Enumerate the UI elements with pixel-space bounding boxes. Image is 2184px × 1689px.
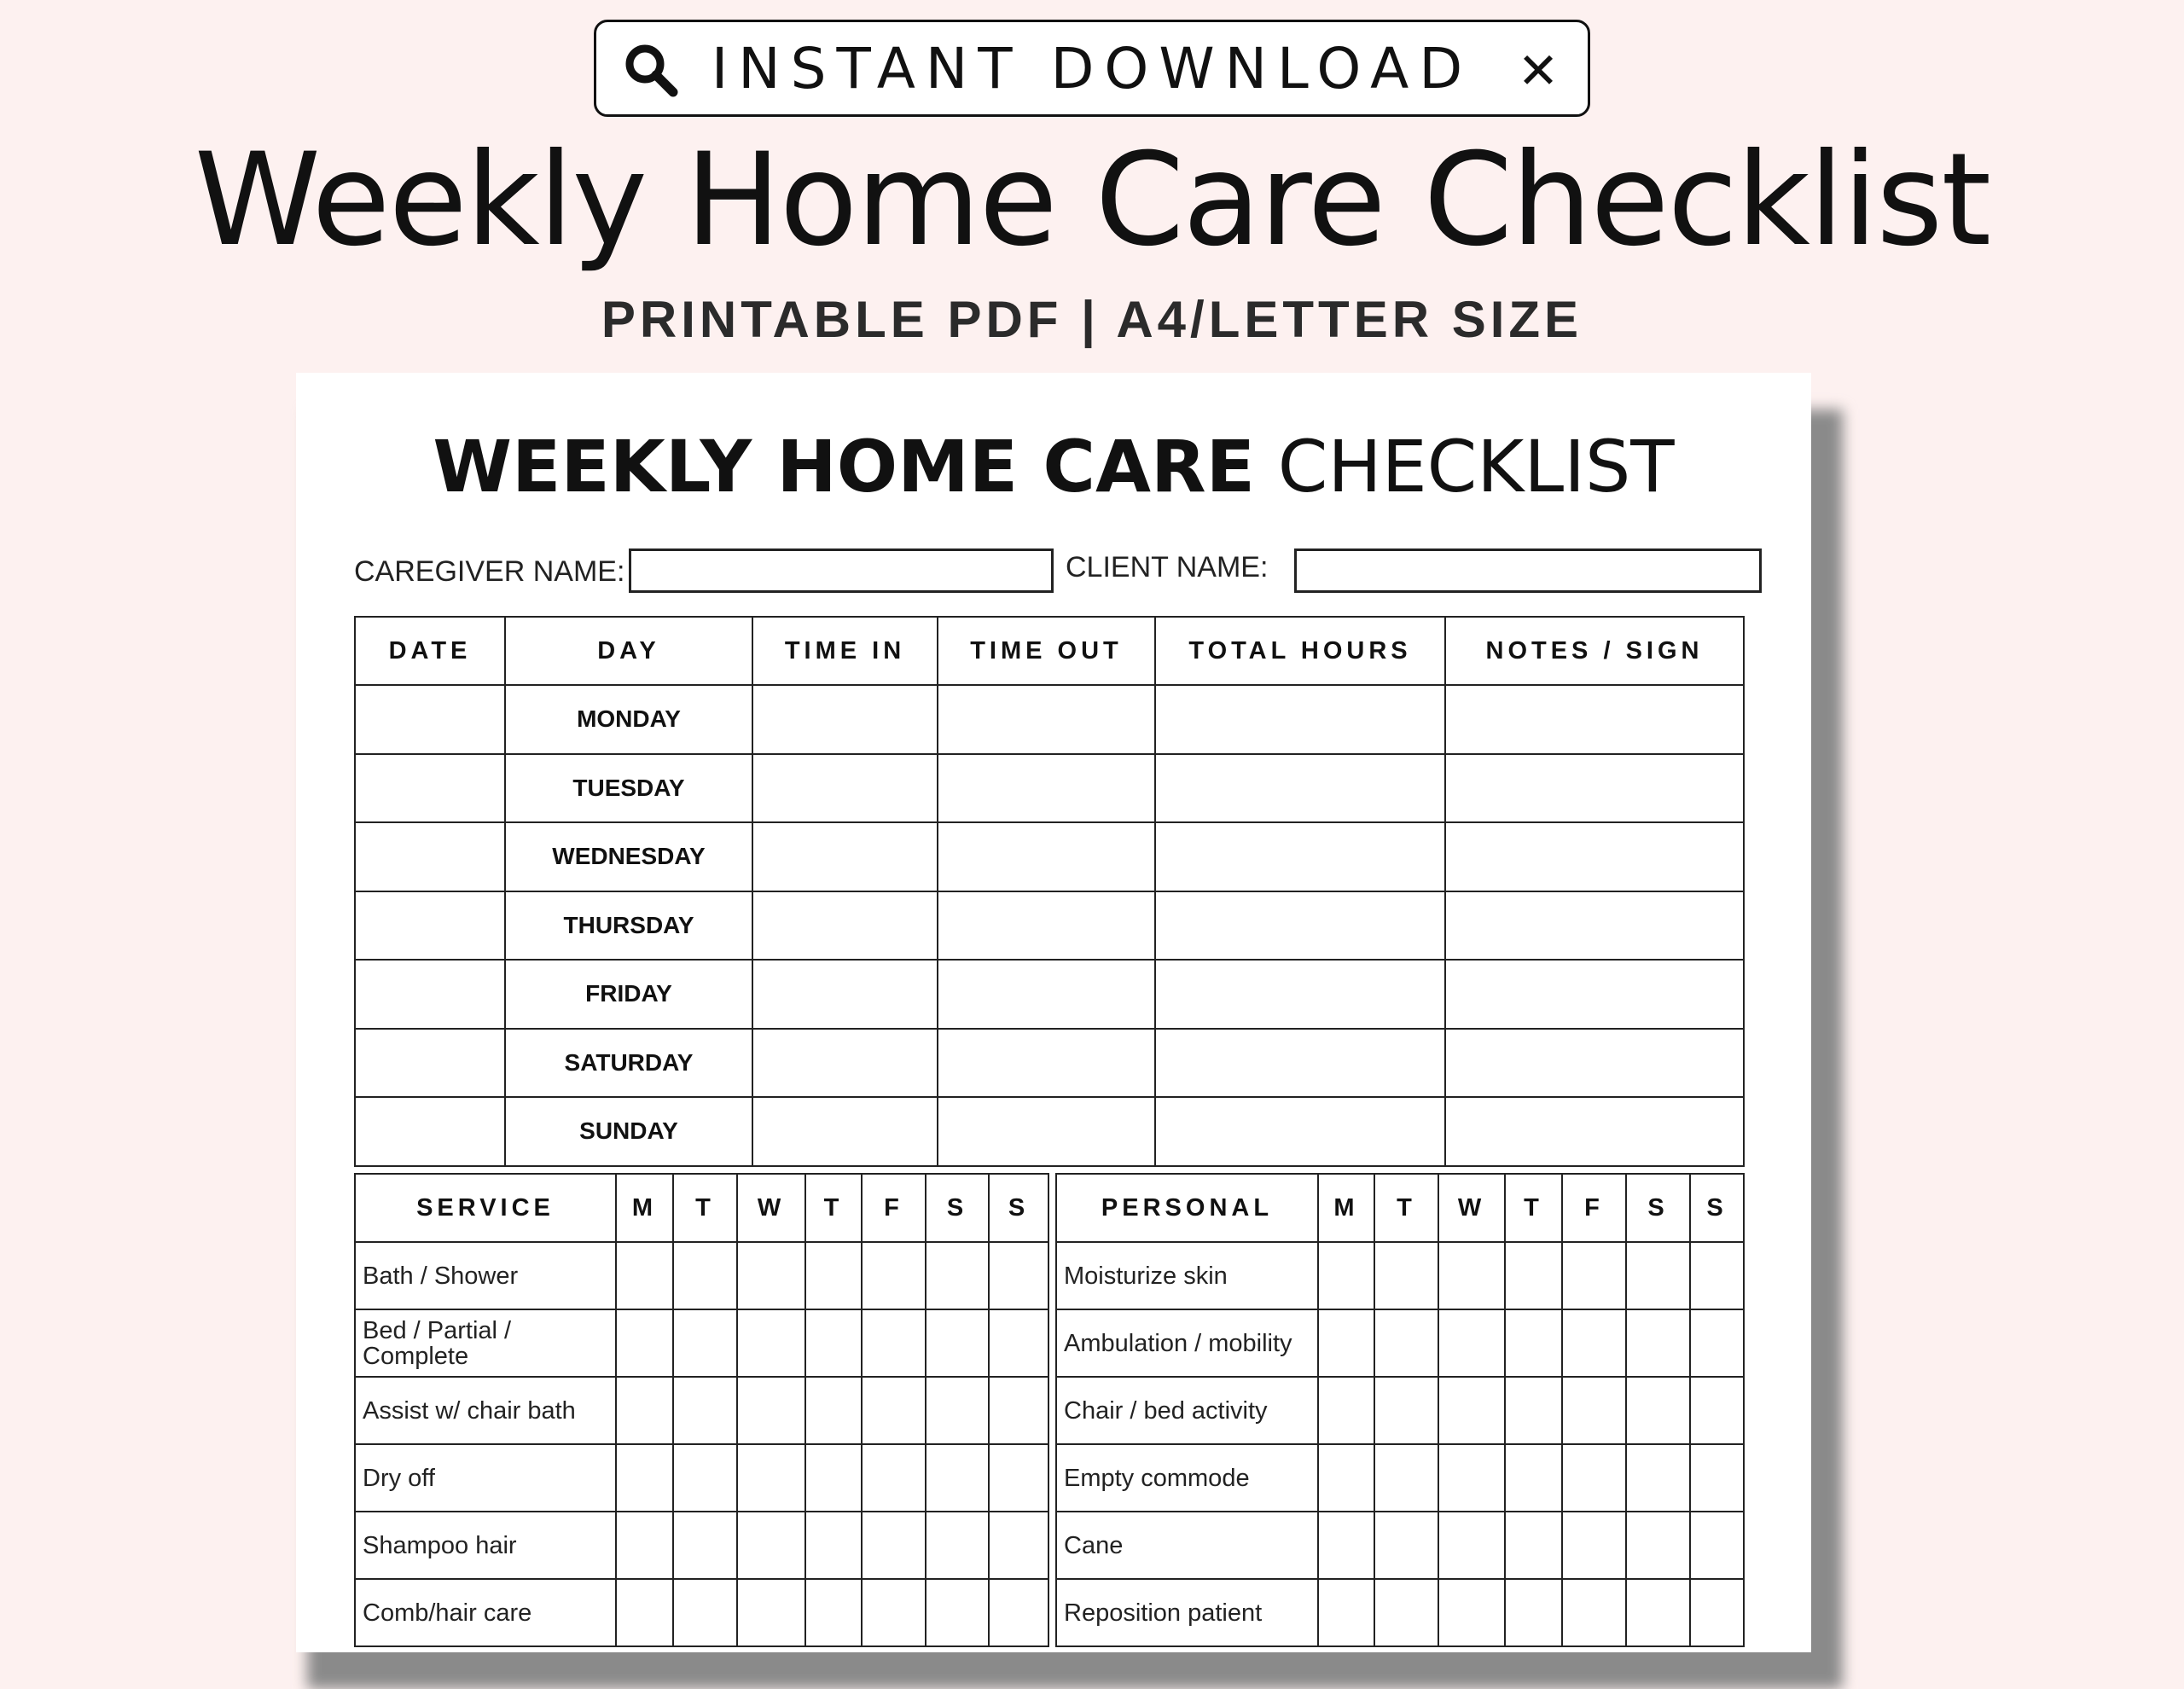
date-cell: [355, 960, 505, 1029]
service-table: [354, 1173, 1049, 1647]
personal-task-row: [1056, 1579, 1744, 1646]
total-hours-cell: [1155, 754, 1445, 823]
personal-day-f: F: [1562, 1174, 1626, 1242]
date-cell: [355, 754, 505, 823]
personal-task-label: Moisturize skin: [1056, 1242, 1318, 1309]
time-log-table: [354, 616, 1745, 1167]
service-task-row: [355, 1377, 1048, 1444]
service-check-cell: [862, 1579, 926, 1646]
service-check-cell: [926, 1579, 989, 1646]
personal-day-sa: S: [1626, 1174, 1690, 1242]
service-check-cell: [673, 1377, 737, 1444]
personal-check-cell: [1562, 1512, 1626, 1579]
service-check-cell: [616, 1377, 673, 1444]
personal-task-row: [1056, 1309, 1744, 1377]
service-check-cell: [737, 1444, 805, 1512]
personal-check-cell: [1374, 1512, 1438, 1579]
personal-check-cell: [1438, 1579, 1505, 1646]
service-check-cell: [926, 1377, 989, 1444]
header-notes-sign: NOTES / SIGN: [1445, 617, 1744, 685]
notes-sign-cell: [1445, 1097, 1744, 1166]
search-text: INSTANT DOWNLOAD: [711, 35, 1473, 102]
time-out-cell: [938, 685, 1155, 754]
service-check-cell: [926, 1309, 989, 1377]
day-cell: MONDAY: [505, 685, 752, 754]
personal-task-row: [1056, 1242, 1744, 1309]
time-out-cell: [938, 1097, 1155, 1166]
personal-check-cell: [1626, 1579, 1690, 1646]
personal-table: [1055, 1173, 1745, 1647]
service-day-w: W: [737, 1174, 805, 1242]
personal-check-cell: [1318, 1512, 1374, 1579]
notes-sign-cell: [1445, 685, 1744, 754]
time-in-cell: [752, 1029, 938, 1098]
day-cell: TUESDAY: [505, 754, 752, 823]
notes-sign-cell: [1445, 822, 1744, 891]
notes-sign-cell: [1445, 754, 1744, 823]
service-check-cell: [862, 1377, 926, 1444]
date-cell: [355, 1029, 505, 1098]
personal-check-cell: [1690, 1309, 1744, 1377]
service-check-cell: [673, 1512, 737, 1579]
client-name-field: [1294, 548, 1762, 593]
service-task-row: [355, 1242, 1048, 1309]
personal-header-row: [1056, 1174, 1744, 1242]
personal-check-cell: [1562, 1579, 1626, 1646]
day-cell: WEDNESDAY: [505, 822, 752, 891]
personal-check-cell: [1690, 1377, 1744, 1444]
service-check-cell: [737, 1579, 805, 1646]
time-log-row: [355, 891, 1744, 961]
personal-check-cell: [1374, 1377, 1438, 1444]
header-day: DAY: [505, 617, 752, 685]
date-cell: [355, 685, 505, 754]
date-cell: [355, 1097, 505, 1166]
personal-check-cell: [1505, 1309, 1562, 1377]
service-day-f: F: [862, 1174, 926, 1242]
service-check-cell: [862, 1444, 926, 1512]
document-title-bold: WEEKLY HOME CARE: [433, 425, 1256, 508]
time-out-cell: [938, 960, 1155, 1029]
time-log-row: [355, 754, 1744, 823]
personal-check-cell: [1505, 1377, 1562, 1444]
personal-check-cell: [1318, 1377, 1374, 1444]
personal-check-cell: [1626, 1512, 1690, 1579]
service-header: SERVICE: [355, 1174, 616, 1242]
service-check-cell: [737, 1242, 805, 1309]
service-check-cell: [926, 1512, 989, 1579]
time-log-row: [355, 960, 1744, 1029]
day-cell: SATURDAY: [505, 1029, 752, 1098]
personal-task-label: Chair / bed activity: [1056, 1377, 1318, 1444]
time-out-cell: [938, 822, 1155, 891]
service-check-cell: [616, 1579, 673, 1646]
checklist-page: [296, 373, 1811, 1652]
service-check-cell: [926, 1242, 989, 1309]
notes-sign-cell: [1445, 1029, 1744, 1098]
time-log-row: [355, 1097, 1744, 1166]
document-title-regular: CHECKLIST: [1277, 425, 1675, 508]
hero-title: Weekly Home Care Checklist: [194, 126, 1990, 275]
total-hours-cell: [1155, 891, 1445, 961]
caregiver-name-field: [629, 548, 1054, 593]
header-date: DATE: [355, 617, 505, 685]
service-task-label: Assist w/ chair bath: [355, 1377, 616, 1444]
personal-check-cell: [1505, 1444, 1562, 1512]
personal-check-cell: [1626, 1377, 1690, 1444]
service-task-row: [355, 1309, 1048, 1377]
personal-check-cell: [1438, 1309, 1505, 1377]
close-icon: ✕: [1517, 42, 1560, 100]
service-check-cell: [673, 1444, 737, 1512]
personal-day-th: T: [1505, 1174, 1562, 1242]
personal-task-row: [1056, 1377, 1744, 1444]
time-in-cell: [752, 822, 938, 891]
service-check-cell: [673, 1579, 737, 1646]
personal-check-cell: [1318, 1309, 1374, 1377]
service-check-cell: [862, 1242, 926, 1309]
service-check-cell: [989, 1377, 1048, 1444]
client-name-label: CLIENT NAME:: [1066, 551, 1269, 583]
personal-task-row: [1056, 1444, 1744, 1512]
time-in-cell: [752, 754, 938, 823]
personal-check-cell: [1438, 1444, 1505, 1512]
personal-check-cell: [1318, 1242, 1374, 1309]
service-task-row: [355, 1512, 1048, 1579]
personal-day-su: S: [1690, 1174, 1744, 1242]
personal-check-cell: [1690, 1242, 1744, 1309]
date-cell: [355, 891, 505, 961]
personal-check-cell: [1318, 1579, 1374, 1646]
service-day-th: T: [805, 1174, 862, 1242]
personal-header: PERSONAL: [1056, 1174, 1318, 1242]
personal-task-label: Reposition patient: [1056, 1579, 1318, 1646]
time-in-cell: [752, 1097, 938, 1166]
total-hours-cell: [1155, 685, 1445, 754]
caregiver-name-label: CAREGIVER NAME:: [354, 555, 625, 588]
time-out-cell: [938, 891, 1155, 961]
personal-check-cell: [1690, 1512, 1744, 1579]
service-check-cell: [616, 1512, 673, 1579]
date-cell: [355, 822, 505, 891]
service-day-m: M: [616, 1174, 673, 1242]
service-task-label: Comb/hair care: [355, 1579, 616, 1646]
service-day-sa: S: [926, 1174, 989, 1242]
personal-check-cell: [1438, 1242, 1505, 1309]
notes-sign-cell: [1445, 960, 1744, 1029]
personal-check-cell: [1374, 1242, 1438, 1309]
day-cell: SUNDAY: [505, 1097, 752, 1166]
service-check-cell: [862, 1512, 926, 1579]
header-time-in: TIME IN: [752, 617, 938, 685]
hero-subtitle: PRINTABLE PDF | A4/LETTER SIZE: [601, 291, 1583, 348]
service-task-label: Bath / Shower: [355, 1242, 616, 1309]
service-check-cell: [737, 1377, 805, 1444]
service-check-cell: [805, 1579, 862, 1646]
service-check-cell: [805, 1242, 862, 1309]
personal-day-w: W: [1438, 1174, 1505, 1242]
service-check-cell: [805, 1512, 862, 1579]
service-check-cell: [673, 1309, 737, 1377]
personal-check-cell: [1505, 1242, 1562, 1309]
personal-task-label: Cane: [1056, 1512, 1318, 1579]
personal-check-cell: [1562, 1309, 1626, 1377]
document-title: [296, 424, 1811, 509]
personal-check-cell: [1505, 1579, 1562, 1646]
time-log-header-row: [355, 617, 1744, 685]
total-hours-cell: [1155, 822, 1445, 891]
service-task-label: Dry off: [355, 1444, 616, 1512]
personal-check-cell: [1690, 1579, 1744, 1646]
service-check-cell: [805, 1377, 862, 1444]
time-in-cell: [752, 960, 938, 1029]
personal-day-m: M: [1318, 1174, 1374, 1242]
personal-check-cell: [1374, 1444, 1438, 1512]
service-task-label: Bed / Partial / Complete: [355, 1309, 616, 1377]
time-in-cell: [752, 891, 938, 961]
header-total-hours: TOTAL HOURS: [1155, 617, 1445, 685]
day-cell: FRIDAY: [505, 960, 752, 1029]
day-cell: THURSDAY: [505, 891, 752, 961]
personal-day-t: T: [1374, 1174, 1438, 1242]
time-out-cell: [938, 754, 1155, 823]
service-check-cell: [989, 1242, 1048, 1309]
service-check-cell: [989, 1512, 1048, 1579]
service-task-label: Shampoo hair: [355, 1512, 616, 1579]
service-check-cell: [616, 1242, 673, 1309]
instant-download-search-bar: [594, 20, 1590, 117]
personal-check-cell: [1438, 1512, 1505, 1579]
time-log-row: [355, 685, 1744, 754]
service-day-su: S: [989, 1174, 1048, 1242]
header-time-out: TIME OUT: [938, 617, 1155, 685]
personal-task-row: [1056, 1512, 1744, 1579]
notes-sign-cell: [1445, 891, 1744, 961]
personal-check-cell: [1374, 1579, 1438, 1646]
personal-check-cell: [1562, 1377, 1626, 1444]
service-check-cell: [989, 1309, 1048, 1377]
service-check-cell: [737, 1512, 805, 1579]
service-task-row: [355, 1579, 1048, 1646]
personal-check-cell: [1438, 1377, 1505, 1444]
personal-check-cell: [1318, 1444, 1374, 1512]
time-in-cell: [752, 685, 938, 754]
personal-check-cell: [1562, 1242, 1626, 1309]
service-check-cell: [926, 1444, 989, 1512]
service-header-row: [355, 1174, 1048, 1242]
personal-check-cell: [1626, 1444, 1690, 1512]
service-check-cell: [737, 1309, 805, 1377]
total-hours-cell: [1155, 1029, 1445, 1098]
personal-check-cell: [1505, 1512, 1562, 1579]
total-hours-cell: [1155, 960, 1445, 1029]
time-log-row: [355, 822, 1744, 891]
service-task-row: [355, 1444, 1048, 1512]
time-log-row: [355, 1029, 1744, 1098]
service-check-cell: [616, 1444, 673, 1512]
personal-check-cell: [1374, 1309, 1438, 1377]
service-check-cell: [862, 1309, 926, 1377]
service-check-cell: [805, 1309, 862, 1377]
service-check-cell: [805, 1444, 862, 1512]
personal-check-cell: [1626, 1242, 1690, 1309]
personal-task-label: Ambulation / mobility: [1056, 1309, 1318, 1377]
service-day-t: T: [673, 1174, 737, 1242]
time-out-cell: [938, 1029, 1155, 1098]
personal-check-cell: [1562, 1444, 1626, 1512]
service-check-cell: [989, 1444, 1048, 1512]
service-check-cell: [673, 1242, 737, 1309]
personal-check-cell: [1690, 1444, 1744, 1512]
service-check-cell: [616, 1309, 673, 1377]
personal-check-cell: [1626, 1309, 1690, 1377]
service-check-cell: [989, 1579, 1048, 1646]
personal-task-label: Empty commode: [1056, 1444, 1318, 1512]
total-hours-cell: [1155, 1097, 1445, 1166]
